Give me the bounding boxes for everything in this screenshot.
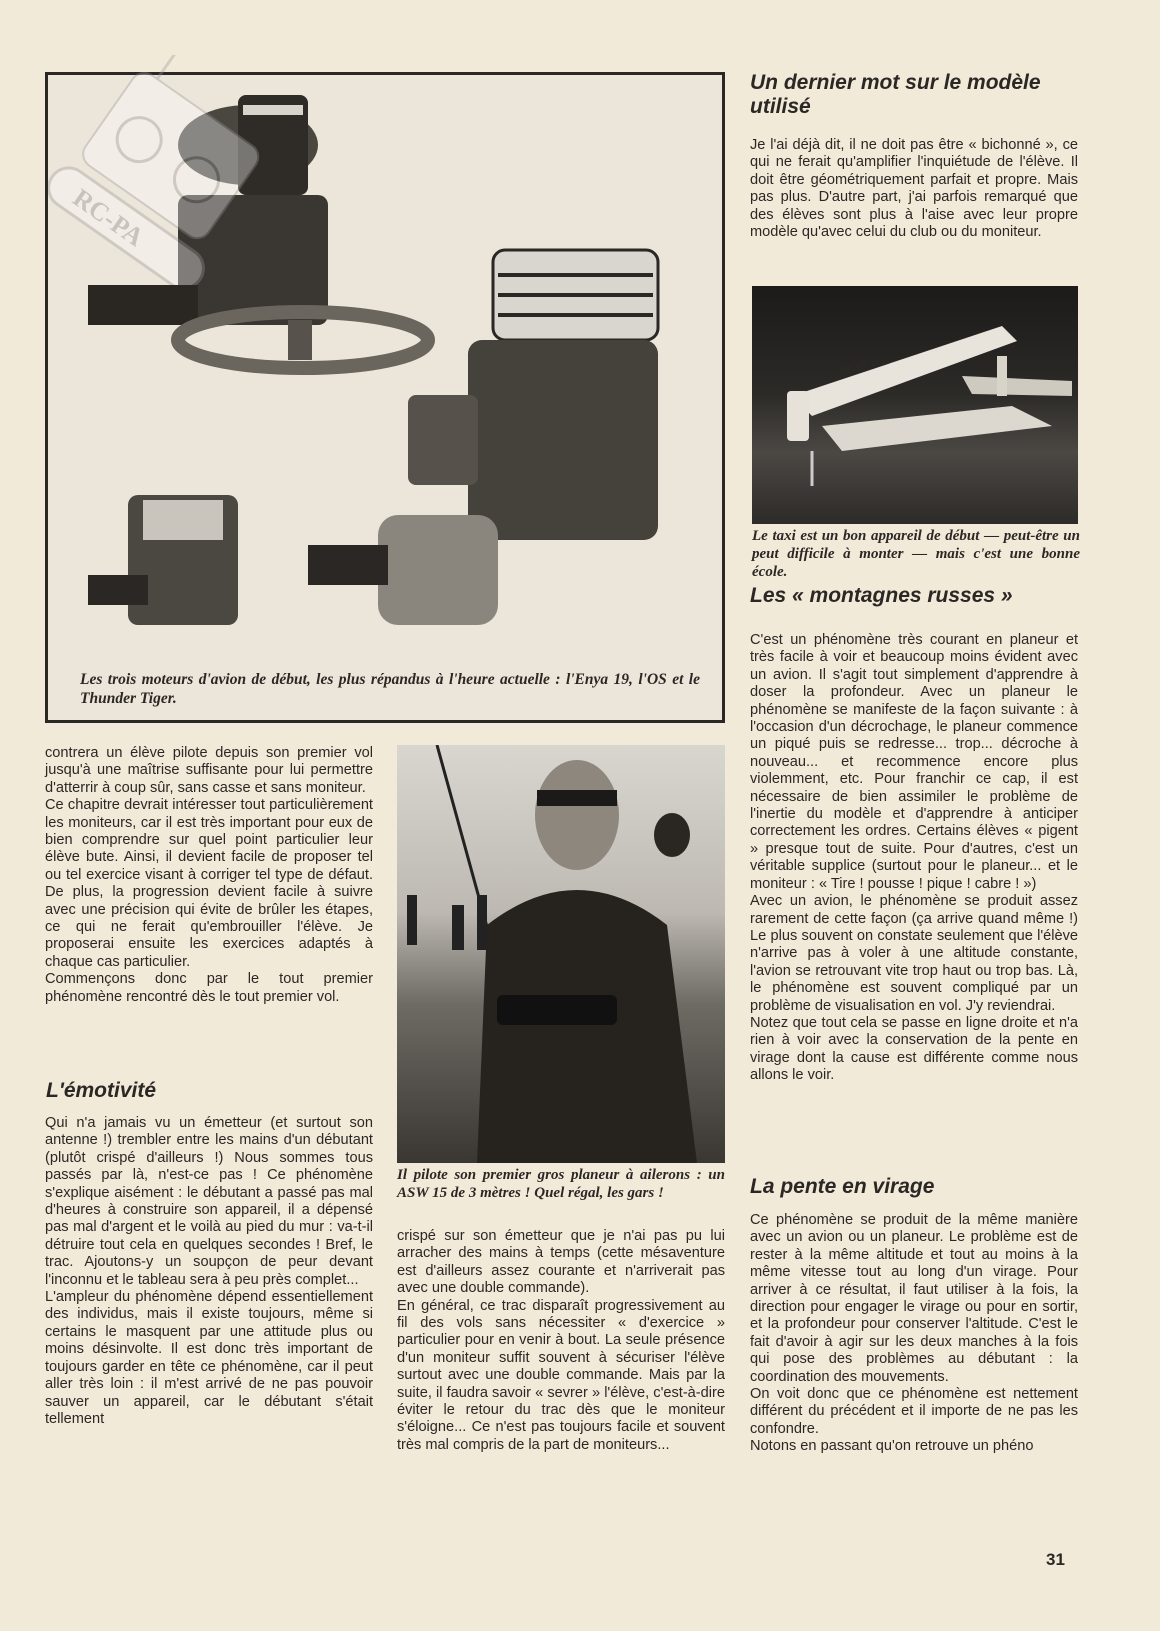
heading-emotivite: L'émotivité — [46, 1079, 157, 1102]
paragraph: Notez que tout cela se passe en ligne droite et n'a rien à voir avec la conservation de la pente en virage dont la cause est différente comme nous allons le voir. — [750, 1014, 1078, 1084]
page-number: 31 — [1046, 1550, 1065, 1569]
svg-text:RC-PA: RC-PA — [67, 183, 150, 253]
left-column-intro — [45, 745, 373, 1006]
engines-caption: Les trois moteurs d'avion de début, les plus répandus à l'heure actuelle : l'Enya 19, l'OS et le Thunder Tiger. — [80, 671, 700, 707]
paragraph: Avec un avion, le phénomène se produit assez rarement de cette façon (ça arrive quand même !) Le plus souvent on constate seulement que l'élève n'arrive pas à voler à une altitude constante, l'avion se retrouvant vite trop haut ou trop bas. Là, le phénomène est souvent compliqué par un problème de visualisation en vol. J'y reviendrai. — [750, 893, 1078, 1014]
paragraph: crispé sur son émetteur que je n'ai pas pu lui arracher des mains à temps (cette mésaventure est d'ailleurs assez courante et n'arriverait pas avec une double commande). — [397, 1228, 725, 1297]
taxi-plane-photo — [752, 286, 1078, 524]
paragraph: C'est un phénomène très courant en planeur et très facile à voir et beaucoup moins évident avec un avion. Il s'agit tout simplement d'apprendre à doser la profondeur. Avec un planeur le phénomène se manifeste de la façon suivante : à l'occasion d'un décrochage, le planeur commence un piqué puis se redresse... trop... décroche à nouveau... et recommence encore plus violemment, etc. Pour franchir ce cap, il est nécessaire de bien assimiler le problème de l'inertie du modèle et d'apprendre à anticiper correctement les ordres. Certains élèves « pigent » presque tout de suite. Pour d'autres, c'est un véritable supplice (surtout pour le planeur... et le moniteur : « Tire ! pousse ! pique ! cabre ! ») — [750, 632, 1078, 892]
paragraph: Qui n'a jamais vu un émetteur (et surtout son antenne !) trembler entre les mains d'un débutant (plutôt crispé d'ailleurs !) Nous sommes tous passés par là, n'est-ce pas ! Ce phénomène s'explique aisément : le débutant a passé pas mal d'heures à construire son appareil, il a dépensé pas mal d'argent et le voilà au pied du mur : va-t-il détruire tout cela en quelques secondes ! Bref, le trac. Ajoutons-y un soupçon de peur devant l'inconnu et le tableau sera à peu près complet... — [45, 1115, 373, 1288]
left-column-emotivite — [45, 1115, 373, 1428]
right-column-pente — [750, 1212, 1078, 1456]
paragraph: Commençons donc par le tout premier phénomène rencontré dès le tout premier vol. — [45, 971, 373, 1005]
heading-pente-en-virage: La pente en virage — [750, 1175, 935, 1198]
pilot-caption: Il pilote son premier gros planeur à ailerons : un ASW 15 de 3 mètres ! Quel régal, les gars ! — [397, 1167, 725, 1201]
paragraph: En général, ce trac disparaît progressivement au fil des vols sans nécessiter « d'exercice » particulier pour en venir à bout. La seule présence d'un moniteur suffit souvent à sécuriser l'élève surtout avec une double commande. Mais par la suite, il faudra savoir « sevrer » l'élève, c'est-à-dire éviter le retour du trac dès que le moniteur s'éloigne... Ce n'est pas toujours facile et souvent très mal compris de la part de moniteurs... — [397, 1297, 725, 1453]
right-column-montagnes — [750, 632, 1078, 1085]
paragraph: Notons en passant qu'on retrouve un phéno — [750, 1438, 1034, 1455]
paragraph: Je l'ai déjà dit, il ne doit pas être « bichonné », ce qui ne ferait qu'amplifier l'inquiétude de l'élève. Il doit être géométriquement parfait et propre. Mais pas plus. D'autre part, j'ai parfois remarqué que des élèves sont plus à l'aise avec leur propre modèle qu'avec celui du club ou du moniteur. — [750, 137, 1078, 241]
taxi-caption: Le taxi est un bon appareil de début — peut-être un peut difficile à monter — mais c'est une bonne école. — [752, 528, 1080, 580]
paragraph: contrera un élève pilote depuis son premier vol jusqu'à une maîtrise suffisante pour lui permettre d'atterrir à coup sûr, sans casse et sans moniteur. — [45, 745, 373, 796]
middle-column-text — [397, 1228, 725, 1454]
paragraph: L'ampleur du phénomène dépend essentiellement des individus, mais il existe toujours, même si certains le masquent par une attitude plus ou moins désinvolte. Il est donc très important de toujours garder en tête ce phénomène, car il peut aller très loin : il m'est arrivé de ne pas pouvoir sauver un appareil, car le débutant s'était tellement — [45, 1289, 373, 1427]
right-column-modele — [750, 137, 1078, 241]
pilot-photo — [397, 745, 725, 1163]
heading-modele: Un dernier mot sur le modèle utilisé — [750, 71, 1041, 118]
heading-montagnes-russes: Les « montagnes russes » — [750, 584, 1013, 607]
paragraph: Ce chapitre devrait intéresser tout particulièrement les moniteurs, car il est très important pour eux de bien comprendre sur quel point particulier leur élève bute. Ainsi, il devient facile de proposer tel ou tel exercice visant à corriger tel type de défaut. De plus, la progression devient facile à suivre avec une précision qui évite de brûler les étapes, ce qui ne ferait qu'embrouiller l'élève. Je proposerai ensuite les exercices adaptés à chaque cas particulier. — [45, 797, 373, 970]
rc-watermark-logo — [48, 55, 268, 290]
paragraph: On voit donc que ce phénomène est nettement différent du précédent et il importe de ne pas les confondre. — [750, 1386, 1078, 1437]
paragraph: Ce phénomène se produit de la même manière avec un avion ou un planeur. Le problème est de rester à la même altitude et tout au moins à la même vitesse tout au long d'un virage. Pour arriver à ce résultat, il faut utiliser à la fois, la direction pour engager le virage ou pour en sortir, et la profondeur pour conserver l'altitude. C'est le fait d'avoir à agir sur les deux manches à la fois qui pose des problèmes au débutant : la coordination des mouvements. — [750, 1212, 1078, 1385]
plane-label: TAXI — [838, 357, 869, 379]
